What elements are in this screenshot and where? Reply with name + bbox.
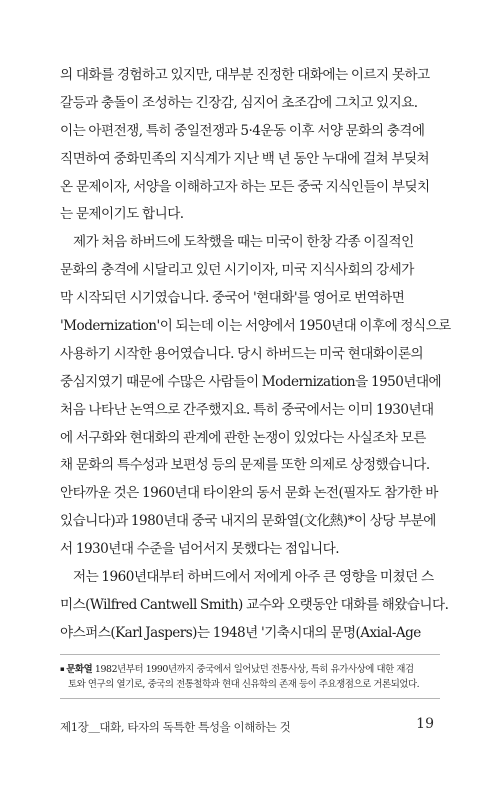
- text-line: 처음 나타난 논역으로 간주했지요. 특히 중국에서는 이미 1930년대: [60, 401, 434, 418]
- text-line: 서 1930년대 수준을 넘어서지 못했다는 점입니다.: [60, 541, 339, 558]
- text-line: 'Modernization'이 되는데 이는 서양에서 1950년대 이후에 정식으로: [60, 318, 451, 335]
- text-line: 의 대화를 경험하고 있지만, 대부분 진정한 대화에는 이르지 못하고: [60, 67, 430, 83]
- text-line: 이는 아편전쟁, 특히 중일전쟁과 5·4운동 이후 서양 문화의 충격에: [60, 122, 425, 139]
- footnote-text: 1982년부터 1990년까지 중국에서 일어났던 전통사상, 특히 유가사상에 대한 재검: [92, 664, 414, 675]
- text-line: 는 문제이기도 합니다.: [60, 206, 184, 223]
- footnote-line: [60, 661, 440, 677]
- body-text: [60, 62, 451, 648]
- text-line: 안타까운 것은 1960년대 타이완의 동서 문화 논전(필자도 참가한 바: [60, 485, 438, 502]
- text-line: 막 시작되던 시기였습니다. 중국어 '현대화'를 영어로 번역하면: [60, 290, 405, 307]
- text-line: 에 서구화와 현대화의 관계에 관한 논쟁이 있었다는 사실조차 모른: [60, 429, 426, 446]
- footnote-term: 문화열: [66, 664, 93, 675]
- text-line: 미스(Wilfred Cantwell Smith) 교수와 오랫동안 대화를 해왔습니다.: [60, 596, 449, 613]
- text-line: 채 문화의 특수성과 보편성 등의 문제를 또한 의제로 상정했습니다.: [60, 457, 430, 474]
- text-line: 온 문제이자, 서양을 이해하고자 하는 모든 중국 지식인들이 부딪치: [60, 178, 430, 195]
- footnote-marker: ▪: [60, 665, 65, 673]
- footnote-line: 토와 연구의 열기로, 중국의 전통철학과 현대 신유학의 존재 등이 주요쟁점으로 거론되었다.: [68, 679, 420, 690]
- text-line: 제가 처음 하버드에 도착했을 때는 미국이 한창 각종 이질적인: [73, 234, 414, 251]
- footnote: [60, 654, 440, 699]
- text-line: 문화의 충격에 시달리고 있던 시기이자, 미국 지식사회의 강세가: [60, 262, 414, 279]
- text-line: 갈등과 충돌이 조성하는 긴장감, 심지어 초조감에 그치고 있지요.: [60, 94, 418, 111]
- page-number: 19: [416, 716, 434, 732]
- text-line: 저는 1960년대부터 하버드에서 저에게 아주 큰 영향을 미쳤던 스: [73, 569, 434, 586]
- text-line: 사용하기 시작한 용어였습니다. 당시 하버드는 미국 현대화이론의: [60, 345, 424, 362]
- text-line: 있습니다)과 1980년대 중국 내지의 문화열(文化熱)*이 상당 부분에: [60, 513, 436, 530]
- text-line: 직면하여 중화민족의 지식계가 지난 백 년 동안 누대에 걸쳐 부딪쳐: [60, 150, 430, 167]
- text-line: 야스퍼스(Karl Jaspers)는 1948년 '기축시대의 문명(Axial-Age: [60, 624, 421, 641]
- text-line: 중심지였기 때문에 수많은 사람들이 Modernization을 1950년대에: [60, 373, 442, 390]
- running-footer: 제1장＿대화, 타자의 독특한 특성을 이해하는 것: [60, 720, 291, 734]
